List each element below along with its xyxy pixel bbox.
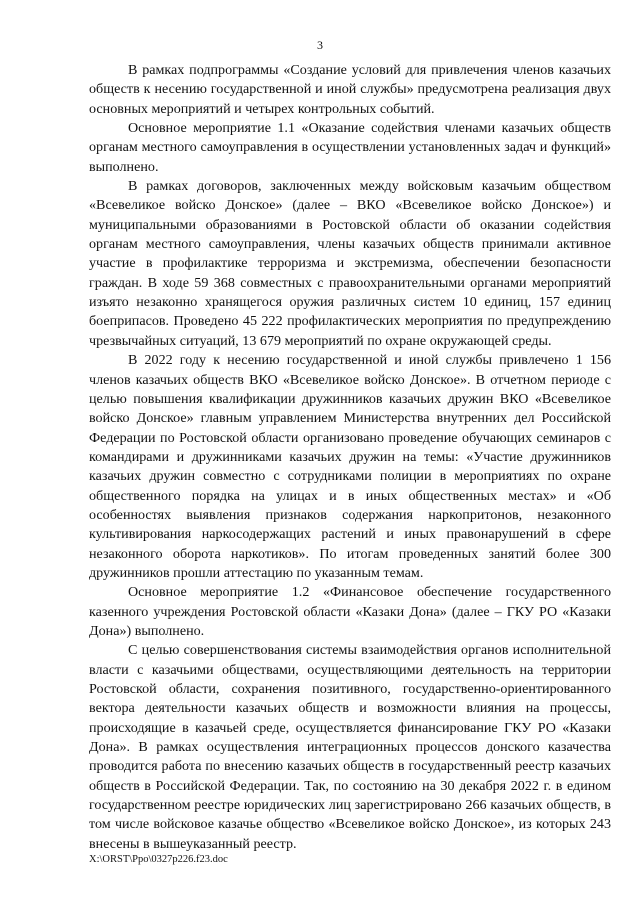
page-number: 3 — [317, 38, 323, 52]
paragraph-measure-1-1: Основное мероприятие 1.1 «Оказание содействия членами казачьих обществ органам местного самоуправления в осуществлении установленных задач и функций» выполнено. — [89, 120, 611, 175]
paragraph-contracts: В рамках договоров, заключенных между войсковым казачьим обществом «Всевеликое войско Донское» (далее – ВКО «Всевеликое войско Донское») и муниципальными образованиями в Ростовской области об оказании содействия органам местного самоуправления, члены казачьих обществ принимали активное участие в профилактике терроризма и экстремизма, обеспечении безопасности граждан. В ходе 59 368 совместных с правоохранительными органами мероприятий изъято незаконно хранящегося оружия различных систем 10 единиц, 157 единиц боеприпасов. Проведено 45 222 профилактических мероприятия по предупреждению чрезвычайных ситуаций, 13 679 мероприятий по охране окружающей среды. — [89, 178, 611, 349]
footer-file-path: X:\ORST\Ppo\0327p226.f23.doc — [89, 854, 228, 865]
paragraph-service-2022: В 2022 году к несению государственной и иной службы привлечено 1 156 членов казачьих обществ ВКО «Всевеликое войско Донское». В отчетном периоде с целью повышения квалификации дружинников казачьих дружин ВКО «Всевеликое войско Донское» главным управлением Министерства внутренних дел Российской Федерации по Ростовской области организовано проведение обучающих семинаров с командирами и дружинниками казачьих дружин на темы: «Участие дружинников казачьих дружин совместно с сотрудниками полиции в мероприятиях по охране общественного порядка на улицах и в иных общественных местах» и «Об особенностях выявления признаков содержания наркопритонов, незаконного культивирования наркосодержащих растений и иных правонарушений в сфере незаконного оборота наркотиков». По итогам проведенных занятий более 300 дружинников прошли аттестацию по указанным темам. — [89, 352, 611, 581]
paragraph-subprogram-intro: В рамках подпрограммы «Создание условий для привлечения членов казачьих обществ к несению государственной и иной службы» предусмотрена реализация двух основных мероприятий и четырех контрольных событий. — [89, 62, 611, 117]
document-body — [89, 61, 611, 854]
paragraph-measure-1-2: Основное мероприятие 1.2 «Финансовое обеспечение государственного казенного учреждения Ростовской области «Казаки Дона» (далее – ГКУ РО «Казаки Дона») выполнено. — [89, 584, 611, 639]
paragraph-financing: С целью совершенствования системы взаимодействия органов исполнительной власти с казачьими обществами, осуществляющими деятельность на территории Ростовской области, сохранения позитивного, государственно-ориентированного вектора деятельности казачьих обществ и возможности влияния на процессы, происходящие в казачьей среде, осуществляется финансирование ГКУ РО «Казаки Дона». В рамках осуществления интеграционных процессов донского казачества проводится работа по внесению казачьих обществ в государственный реестр казачьих обществ в Российской Федерации. Так, по состоянию на 30 декабря 2022 г. в едином государственном реестре юридических лиц зарегистрировано 266 казачьих обществ, в том числе войсковое казачье общество «Всевеликое войско Донское», из которых 243 внесены в вышеуказанный реестр. — [89, 642, 611, 852]
